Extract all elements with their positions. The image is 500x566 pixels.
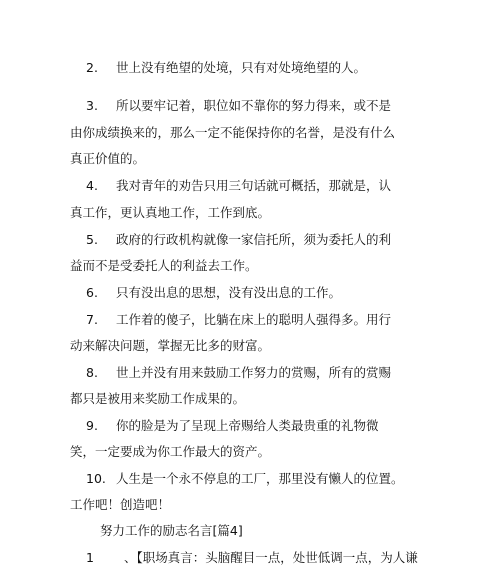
item-text: 只有没出息的思想，没有没出息的工作。 xyxy=(116,285,342,300)
quote-item-5 xyxy=(86,232,391,248)
section-heading: 努力工作的励志名言[篇4] xyxy=(100,523,243,538)
item-text: 人生是一个永不停息的工厂，那里没有懒人的位置。 xyxy=(116,471,404,486)
quote-item-2 xyxy=(86,60,366,76)
item-text: 、【职场真言：头脑醒目一点，处世低调一点，为人谦 xyxy=(124,550,418,565)
quote-item-10-line-2: 工作吧！创造吧！ xyxy=(70,497,171,512)
item-number: 1 xyxy=(86,550,94,565)
quote-item-7-line-2: 动来解决问题，掌握无比多的财富。 xyxy=(70,338,271,353)
quote-item-7 xyxy=(86,312,391,328)
quote-item-4 xyxy=(86,178,391,194)
item-number: 6. xyxy=(86,285,98,300)
quote-item-3-line-2: 由你成绩换来的，那么一定不能保持你的名誉，是没有什么 xyxy=(70,125,396,140)
quote-item-section4-1 xyxy=(86,550,418,566)
item-number: 4. xyxy=(86,178,98,193)
quote-item-4-line-2: 真工作，更认真地工作，工作到底。 xyxy=(70,205,271,220)
item-text: 世上并没有用来鼓励工作努力的赏赐，所有的赏赐 xyxy=(116,365,392,380)
item-text: 我对青年的劝告只用三句话就可概括，那就是，认 xyxy=(116,178,392,193)
quote-item-3-line-3: 真正价值的。 xyxy=(70,151,146,166)
quote-item-6 xyxy=(86,285,341,301)
item-number: 3. xyxy=(86,98,98,113)
item-text: 你的脸是为了呈现上帝赐给人类最贵重的礼物微 xyxy=(116,418,379,433)
quote-item-9 xyxy=(86,418,379,434)
item-text: 政府的行政机构就像一家信托所，须为委托人的利 xyxy=(116,232,392,247)
item-text: 所以要牢记着，职位如不靠你的努力得来，或不是 xyxy=(116,98,392,113)
item-number: 7. xyxy=(86,312,98,327)
item-number: 5. xyxy=(86,232,98,247)
item-number: 10. xyxy=(86,471,106,486)
item-number: 8. xyxy=(86,365,98,380)
quote-item-10 xyxy=(86,471,404,487)
quote-item-3 xyxy=(86,98,391,114)
item-number: 2. xyxy=(86,60,98,75)
item-number: 9. xyxy=(86,418,98,433)
quote-item-8-line-2: 都只是被用来奖励工作成果的。 xyxy=(70,391,246,406)
item-text: 工作着的傻子，比躺在床上的聪明人强得多。用行 xyxy=(116,312,392,327)
quote-item-9-line-2: 笑，一定要成为你工作最大的资产。 xyxy=(70,444,271,459)
item-text: 世上没有绝望的处境，只有对处境绝望的人。 xyxy=(116,60,367,75)
quote-item-5-line-2: 益而不是受委托人的利益去工作。 xyxy=(70,258,258,273)
quote-item-8 xyxy=(86,365,391,381)
